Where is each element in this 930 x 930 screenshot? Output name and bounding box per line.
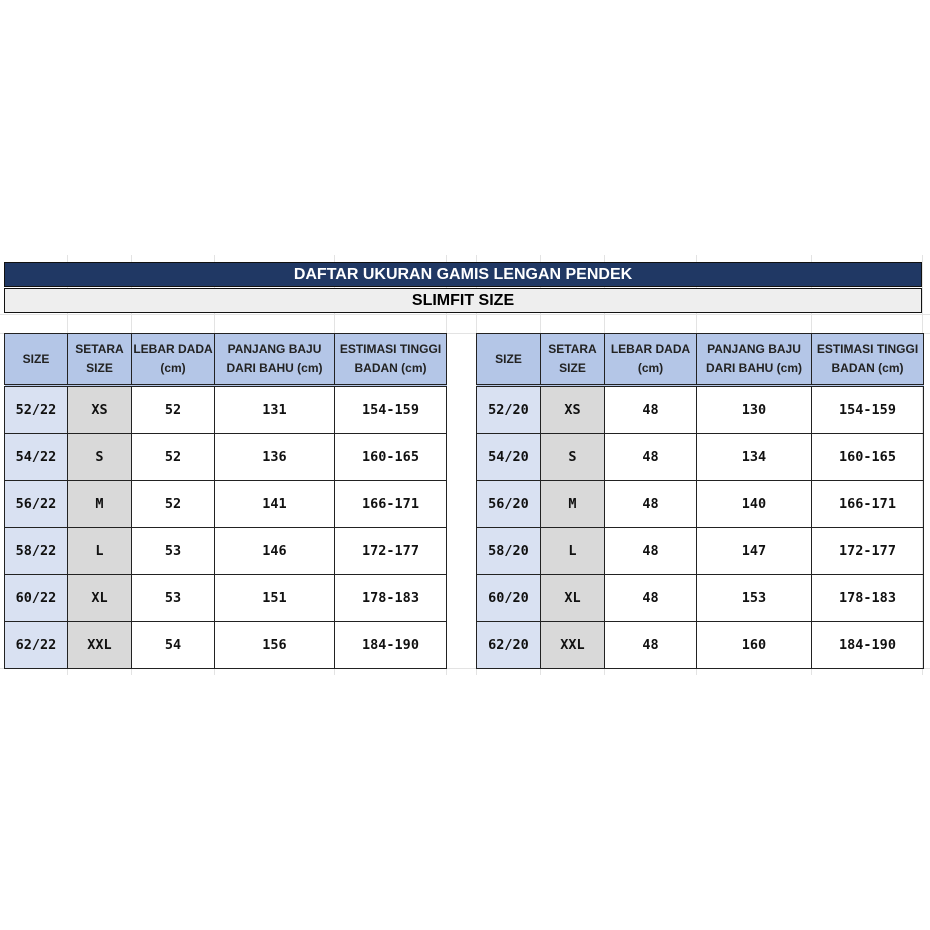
size-table-right — [476, 333, 924, 669]
cell-setara: XS — [68, 386, 132, 434]
cell-lebar: 54 — [132, 622, 215, 669]
table-row — [5, 481, 447, 528]
cell-size: 52/22 — [5, 386, 68, 434]
cell-panjang: 146 — [215, 528, 335, 575]
cell-panjang: 141 — [215, 481, 335, 528]
cell-tinggi: 178-183 — [335, 575, 447, 622]
cell-size: 54/20 — [477, 434, 541, 481]
table-row — [477, 434, 924, 481]
table-row — [477, 622, 924, 669]
cell-size: 60/22 — [5, 575, 68, 622]
cell-tinggi: 160-165 — [335, 434, 447, 481]
cell-setara: XL — [68, 575, 132, 622]
cell-lebar: 53 — [132, 528, 215, 575]
cell-tinggi: 172-177 — [812, 528, 924, 575]
cell-lebar: 48 — [605, 622, 697, 669]
cell-size: 58/20 — [477, 528, 541, 575]
header-setara: SETARA SIZE — [541, 334, 605, 386]
cell-panjang: 140 — [697, 481, 812, 528]
sheet-subtitle: SLIMFIT SIZE — [4, 288, 922, 313]
table-row — [477, 386, 924, 434]
cell-lebar: 48 — [605, 481, 697, 528]
cell-setara: M — [541, 481, 605, 528]
cell-panjang: 156 — [215, 622, 335, 669]
cell-tinggi: 184-190 — [812, 622, 924, 669]
cell-tinggi: 184-190 — [335, 622, 447, 669]
cell-tinggi: 166-171 — [812, 481, 924, 528]
header-size: SIZE — [477, 334, 541, 386]
cell-lebar: 48 — [605, 434, 697, 481]
cell-tinggi: 154-159 — [812, 386, 924, 434]
cell-tinggi: 154-159 — [335, 386, 447, 434]
cell-size: 62/22 — [5, 622, 68, 669]
cell-panjang: 160 — [697, 622, 812, 669]
cell-tinggi: 166-171 — [335, 481, 447, 528]
table-row — [477, 528, 924, 575]
cell-size: 60/20 — [477, 575, 541, 622]
header-row — [5, 334, 447, 386]
cell-panjang: 153 — [697, 575, 812, 622]
cell-panjang: 136 — [215, 434, 335, 481]
cell-lebar: 48 — [605, 386, 697, 434]
cell-panjang: 130 — [697, 386, 812, 434]
cell-tinggi: 178-183 — [812, 575, 924, 622]
table-row — [477, 481, 924, 528]
cell-size: 56/20 — [477, 481, 541, 528]
cell-panjang: 151 — [215, 575, 335, 622]
cell-size: 54/22 — [5, 434, 68, 481]
table-row — [477, 575, 924, 622]
cell-setara: S — [68, 434, 132, 481]
cell-size: 62/20 — [477, 622, 541, 669]
cell-lebar: 48 — [605, 528, 697, 575]
header-tinggi: ESTIMASI TINGGI BADAN (cm) — [812, 334, 924, 386]
cell-setara: XXL — [541, 622, 605, 669]
cell-setara: L — [68, 528, 132, 575]
cell-panjang: 131 — [215, 386, 335, 434]
sheet-title: DAFTAR UKURAN GAMIS LENGAN PENDEK — [4, 262, 922, 287]
cell-setara: XXL — [68, 622, 132, 669]
cell-size: 56/22 — [5, 481, 68, 528]
cell-setara: L — [541, 528, 605, 575]
cell-lebar: 52 — [132, 386, 215, 434]
header-tinggi: ESTIMASI TINGGI BADAN (cm) — [335, 334, 447, 386]
cell-setara: XS — [541, 386, 605, 434]
header-panjang: PANJANG BAJU DARI BAHU (cm) — [697, 334, 812, 386]
cell-lebar: 48 — [605, 575, 697, 622]
cell-lebar: 53 — [132, 575, 215, 622]
cell-panjang: 134 — [697, 434, 812, 481]
table-row — [5, 622, 447, 669]
header-lebar: LEBAR DADA (cm) — [132, 334, 215, 386]
table-row — [5, 386, 447, 434]
size-table-left — [4, 333, 447, 669]
cell-setara: M — [68, 481, 132, 528]
header-panjang: PANJANG BAJU DARI BAHU (cm) — [215, 334, 335, 386]
header-size: SIZE — [5, 334, 68, 386]
cell-lebar: 52 — [132, 481, 215, 528]
cell-size: 52/20 — [477, 386, 541, 434]
table-row — [5, 528, 447, 575]
header-row — [477, 334, 924, 386]
table-row — [5, 575, 447, 622]
cell-size: 58/22 — [5, 528, 68, 575]
header-setara: SETARA SIZE — [68, 334, 132, 386]
cell-tinggi: 160-165 — [812, 434, 924, 481]
cell-setara: XL — [541, 575, 605, 622]
table-row — [5, 434, 447, 481]
cell-panjang: 147 — [697, 528, 812, 575]
cell-lebar: 52 — [132, 434, 215, 481]
header-lebar: LEBAR DADA (cm) — [605, 334, 697, 386]
cell-tinggi: 172-177 — [335, 528, 447, 575]
cell-setara: S — [541, 434, 605, 481]
